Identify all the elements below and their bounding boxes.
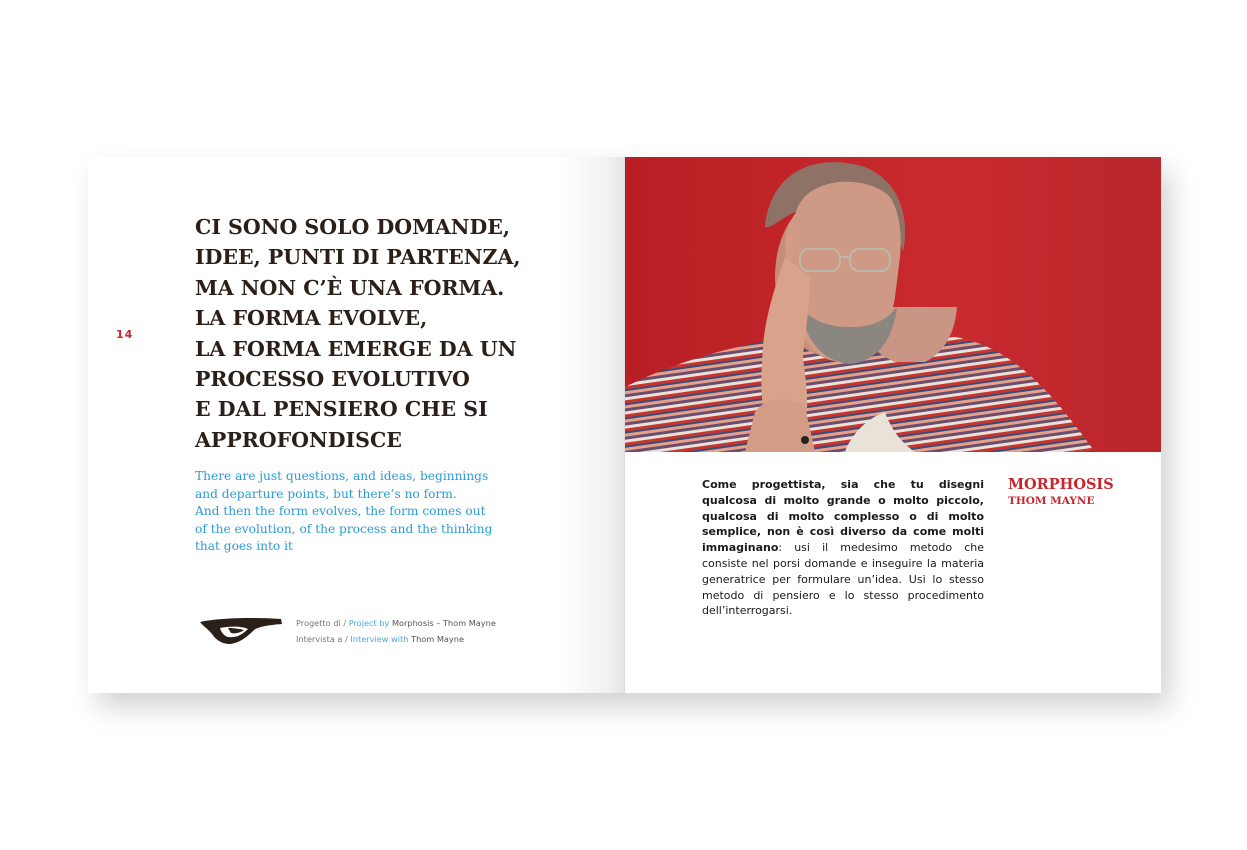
credits xyxy=(296,615,496,647)
credits-project-label-en: Project by xyxy=(348,618,390,628)
left-page xyxy=(88,157,624,693)
translation-line: of the evolution, of the process and the thinking xyxy=(195,521,493,536)
portrait-photo xyxy=(625,157,1161,452)
headline-line: LA FORMA EVOLVE, xyxy=(195,306,428,331)
book-spread xyxy=(88,157,1160,693)
headline-line: PROCESSO EVOLUTIVO xyxy=(195,367,470,392)
architect-name: THOM MAYNE xyxy=(1008,495,1095,507)
translation-line: There are just questions, and ideas, beginnings xyxy=(195,469,489,483)
credits-interview-value: Thom Mayne xyxy=(411,634,465,644)
translation-line: and departure points, but there’s no form. xyxy=(195,486,457,501)
body-bold-lead: Come progettista, sia che tu disegni qualcosa di molto grande o molto piccolo, qualcosa di molto complesso o di molto semplice, non è così diverso da come molti immaginano xyxy=(702,478,984,555)
translation-line: And then the form evolves, the form comes out xyxy=(195,504,486,519)
studio-name: MORPHOSIS xyxy=(1008,476,1114,493)
credits-interview-label-en: Interview with xyxy=(350,634,409,644)
headline-line: MA NON C’È UNA FORMA. xyxy=(195,275,505,300)
headline-line: APPROFONDISCE xyxy=(195,427,402,452)
page-number: 14 xyxy=(116,328,134,341)
headline-line: CI SONO SOLO DOMANDE, xyxy=(195,215,511,239)
credits-project-label-it: Progetto di / xyxy=(296,618,347,628)
body-continuation: : usi il medesimo metodo che consiste nel porsi domande e inseguire la materia generatrice per formulare un’idea. Usi lo stesso metodo di pensiero e lo stesso procedimento dell’interrogarsi. xyxy=(702,541,984,618)
headline-line: IDEE, PUNTI DI PARTENZA, xyxy=(195,245,521,270)
italian-quote-headline xyxy=(195,212,535,455)
author-name-block xyxy=(1008,476,1114,508)
credits-interview-line xyxy=(296,631,496,647)
interview-body-text xyxy=(702,477,984,619)
headline-line: E DAL PENSIERO CHE SI xyxy=(195,397,488,422)
english-translation xyxy=(195,468,495,556)
translation-line: that goes into it xyxy=(195,539,293,554)
credits-project-line xyxy=(296,615,496,631)
credits-interview-label-it: Intervista a / xyxy=(296,634,348,644)
pen-nib-logo-icon xyxy=(198,616,284,648)
credits-project-value: Morphosis – Thom Mayne xyxy=(391,618,496,628)
right-page xyxy=(624,157,1161,693)
headline-line: LA FORMA EMERGE DA UN xyxy=(195,336,517,361)
